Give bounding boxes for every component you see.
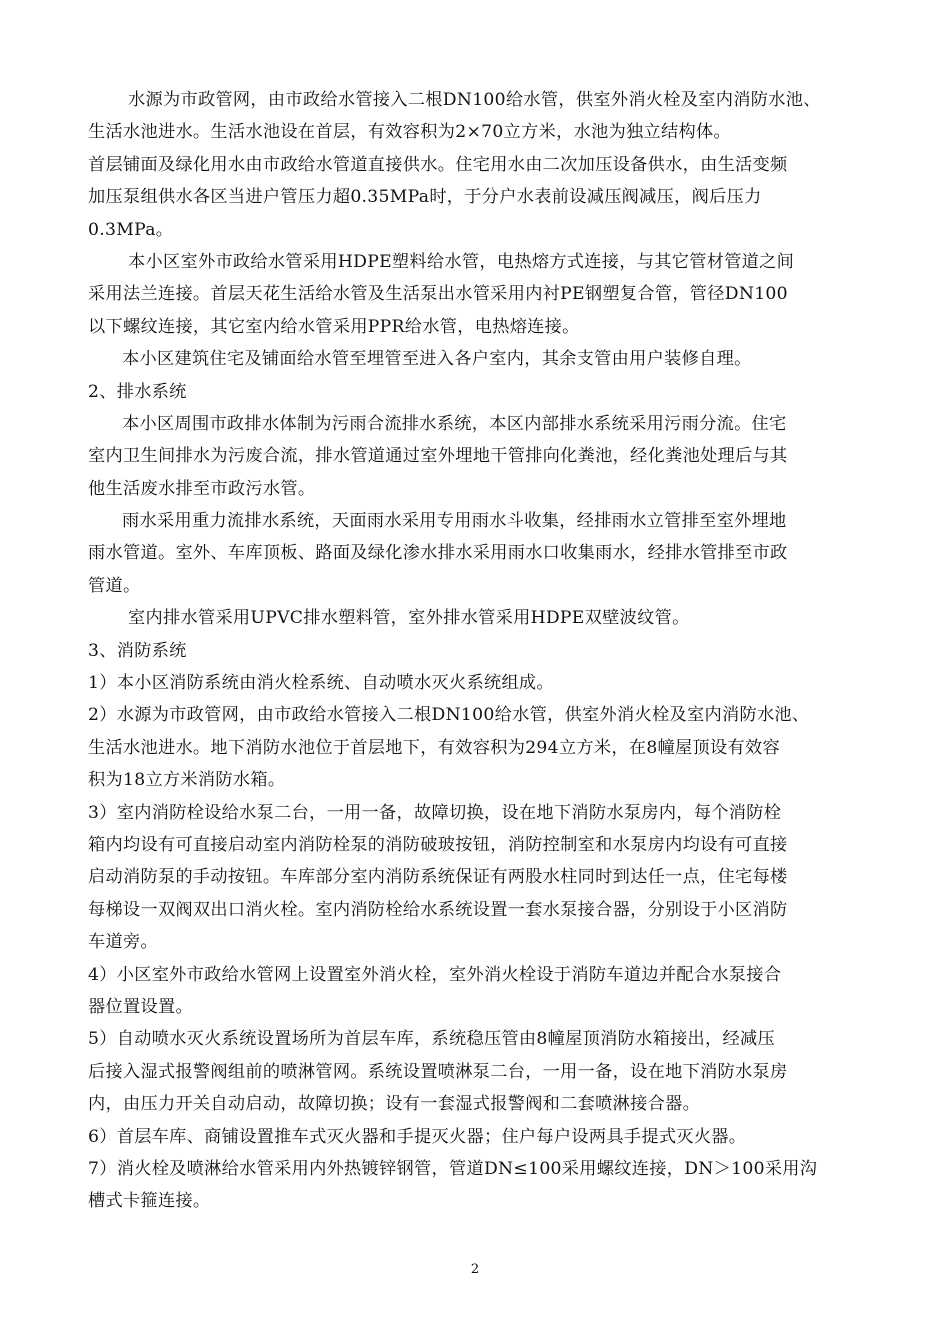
list-item: 5）自动喷水灭火系统设置场所为首层车库，系统稳压管由8幢屋顶消防水箱接出，经减压: [88, 1029, 775, 1050]
list-item-continuation: 后接入湿式报警阀组前的喷淋管网。系统设置喷淋泵二台，一用一备，设在地下消防水泵房: [88, 1061, 788, 1082]
paragraph-line: 以下螺纹连接，其它室内给水管采用PPR给水管，电热熔连接。: [88, 316, 580, 337]
paragraph-line: 0.3MPa。: [88, 219, 174, 240]
list-item: 2）水源为市政管网，由市政给水管接入二根DN100给水管，供室外消火栓及室内消防水池、: [88, 705, 810, 726]
paragraph-line: 加压泵组供水各区当进户管压力超0.35MPa时，于分户水表前设减压阀减压，阀后压力: [88, 187, 762, 208]
list-item-continuation: 器位置设置。: [88, 996, 193, 1017]
paragraph-line: 室内卫生间排水为污废合流，排水管道通过室外埋地干管排向化粪池，经化粪池处理后与其: [88, 446, 788, 467]
paragraph-line: 首层铺面及绿化用水由市政给水管道直接供水。住宅用水由二次加压设备供水，由生活变频: [88, 154, 788, 175]
paragraph-line: 他生活废水排至市政污水管。: [88, 478, 316, 499]
paragraph-line: 水源为市政管网，由市政给水管接入二根DN100给水管，供室外消火栓及室内消防水池、: [128, 90, 821, 110]
list-item-continuation: 生活水池进水。地下消防水池位于首层地下，有效容积为294立方米，在8幢屋顶设有效容: [88, 737, 780, 758]
paragraph-line: 管道。: [88, 575, 141, 596]
list-item: 4）小区室外市政给水管网上设置室外消火栓，室外消火栓设于消防车道边并配合水泵接合: [88, 964, 782, 985]
paragraph-line: 室内排水管采用UPVC排水塑料管，室外排水管采用HDPE双壁波纹管。: [128, 608, 690, 629]
list-item-continuation: 箱内均设有可直接启动室内消防栓泵的消防破玻按钮，消防控制室和水泵房内均设有可直接: [88, 834, 788, 855]
paragraph-line: 本小区建筑住宅及铺面给水管至埋管至进入各户室内，其余支管由用户装修自理。: [122, 349, 752, 370]
list-item-continuation: 车道旁。: [88, 932, 158, 953]
list-item: 6）首层车库、商铺设置推车式灭火器和手提灭火器；住户每户设两具手提式灭火器。: [88, 1126, 747, 1147]
document-body: [88, 84, 863, 1218]
section-heading: 2、排水系统: [88, 381, 187, 402]
paragraph-line: 雨水采用重力流排水系统，天面雨水采用专用雨水斗收集，经排雨水立管排至室外埋地: [122, 511, 787, 532]
list-item-continuation: 每梯设一双阀双出口消火栓。室内消防栓给水系统设置一套水泵接合器，分别设于小区消防: [88, 899, 788, 920]
paragraph-line: 采用法兰连接。首层天花生活给水管及生活泵出水管采用内衬PE钢塑复合管，管径DN100: [88, 284, 788, 305]
list-item: 3）室内消防栓设给水泵二台，一用一备，故障切换，设在地下消防水泵房内，每个消防栓: [88, 802, 782, 823]
section-heading: 3、消防系统: [88, 640, 187, 661]
list-item: 7）消火栓及喷淋给水管采用内外热镀锌钢管，管道DN≤100采用螺纹连接，DN＞100采用沟: [88, 1158, 818, 1179]
page-number: 2: [470, 1262, 480, 1277]
list-item-continuation: 内，由压力开关自动启动，故障切换；设有一套湿式报警阀和二套喷淋接合器。: [88, 1094, 701, 1115]
list-item: 1）本小区消防系统由消火栓系统、自动喷水灭火系统组成。: [88, 673, 554, 694]
paragraph-line: 本小区室外市政给水管采用HDPE塑料给水管，电热熔方式连接，与其它管材管道之间: [128, 251, 795, 272]
paragraph-line: 本小区周围市政排水体制为污雨合流排水系统，本区内部排水系统采用污雨分流。住宅: [122, 413, 787, 434]
list-item-continuation: 槽式卡箍连接。: [88, 1191, 211, 1212]
list-item-continuation: 启动消防泵的手动按钮。车库部分室内消防系统保证有两股水柱同时到达任一点，住宅每楼: [88, 867, 788, 888]
paragraph-line: 生活水池进水。生活水池设在首层，有效容积为2×70立方米，水池为独立结构体。: [88, 122, 731, 143]
paragraph-line: 雨水管道。室外、车库顶板、路面及绿化渗水排水采用雨水口收集雨水，经排水管排至市政: [88, 543, 788, 564]
list-item-continuation: 积为18立方米消防水箱。: [88, 770, 286, 791]
